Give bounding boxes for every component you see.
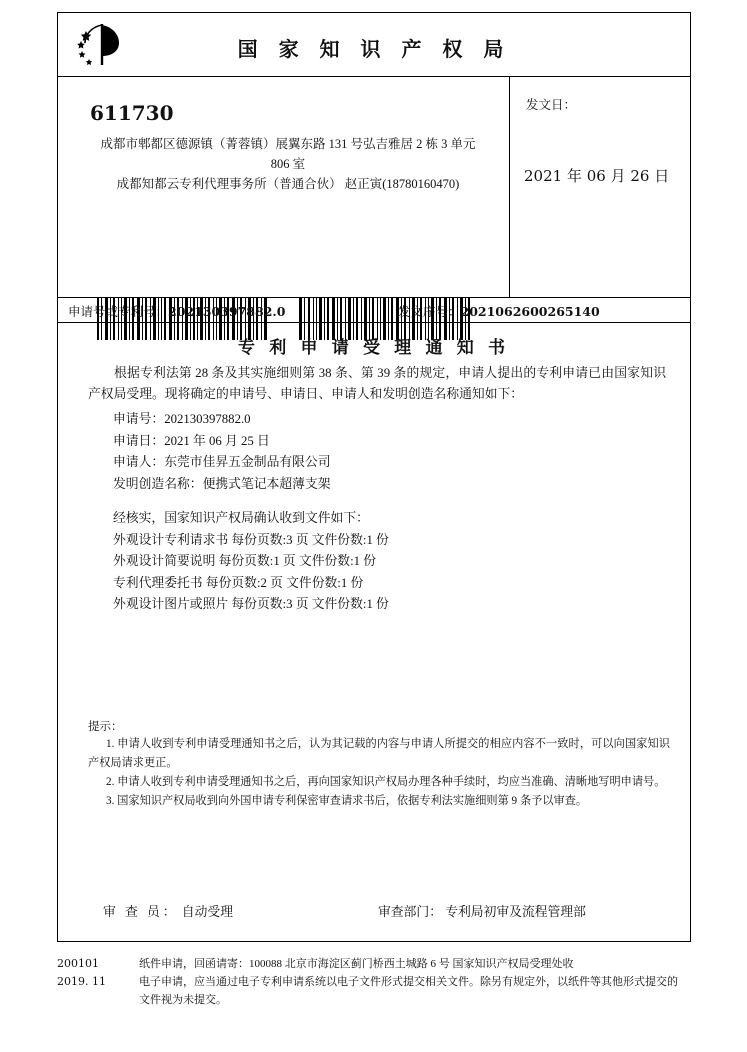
department-label: 审查部门：: [378, 905, 442, 919]
agency-line: 成都知都云专利代理事务所（普通合伙） 赵正寅(18780160470): [116, 177, 460, 191]
received-item: 外观设计图片或照片 每份页数:3 页 文件份数:1 份: [113, 597, 389, 611]
footer-codes: [57, 955, 135, 991]
application-number-value: 202130397882.0: [168, 304, 286, 319]
application-fields: [113, 409, 331, 495]
field-row: [113, 474, 331, 496]
field-label: 申请人：: [113, 455, 165, 469]
address-line-2: 806 室: [270, 157, 306, 171]
examiner-field: [103, 901, 233, 920]
footer-text: [139, 955, 691, 1009]
application-number-label: 申请号或专利号：: [68, 305, 169, 319]
issue-date-label: 发文日：: [526, 98, 577, 112]
notes-list: [88, 735, 670, 811]
notice-title: 专 利 申 请 受 理 通 知 书: [238, 338, 510, 357]
document-number-field: [398, 302, 600, 320]
document-frame: [57, 12, 691, 942]
examiner-value: 自动受理: [181, 905, 233, 919]
postcode: 611730: [90, 101, 174, 125]
footer-line-2: 电子申请，应当通过电子专利申请系统以电子文件形式提交相关文件。除另有规定外，以纸件等其他形式提交的: [139, 976, 678, 988]
issue-date-block: [510, 77, 691, 297]
footer-code-line-1: 200101: [57, 957, 99, 970]
department-field: [378, 901, 586, 920]
field-label: 申请号：: [113, 412, 165, 426]
field-row: [113, 431, 331, 453]
document-header: [58, 13, 690, 77]
note-item: 2. 申请人收到专利申请受理通知书之后，再向国家知识产权局办理各种手续时，均应当准确、清晰地写明申请号。: [106, 776, 666, 788]
field-value: 2021 年 06 月 25 日: [164, 433, 270, 448]
field-row: [113, 409, 331, 431]
footer-line-3: 文件视为未提交。: [139, 994, 227, 1006]
issue-date-value: 2021 年 06 月 26 日: [524, 167, 670, 185]
field-label: 发明创造名称：: [113, 476, 203, 491]
recipient-address: [82, 135, 494, 194]
numbers-row: [58, 297, 690, 323]
recipient-block: [58, 77, 510, 297]
application-number-field: [68, 302, 285, 320]
address-line-1: 成都市郫都区德源镇（菁蓉镇）展翼东路 131 号弘吉雅居 2 栋 3 单元: [100, 137, 476, 151]
received-item: 专利代理委托书 每份页数:2 页 文件份数:1 份: [113, 575, 364, 590]
received-item: 外观设计简要说明 每份页数:1 页 文件份数:1 份: [113, 554, 377, 568]
received-documents: [113, 508, 389, 616]
intro-paragraph: 根据专利法第 28 条及其实施细则第 38 条、第 39 条的规定，申请人提出的专利申请已由国家知识产权局受理。现将确定的申请号、申请日、申请人和发明创造名称通知如下：: [88, 366, 666, 401]
note-item: 1. 申请人收到专利申请受理通知书之后，认为其记载的内容与申请人所提交的相应内容不一致时，可以向国家知识产权局请求更正。: [88, 738, 670, 769]
footer-line-1: 纸件申请，回函请寄：100088 北京市海淀区蓟门桥西土城路 6 号 国家知识产权局受理处收: [139, 958, 574, 970]
page-title: 国 家 知 识 产 权 局: [237, 37, 511, 61]
received-item: 外观设计专利请求书 每份页数:3 页 文件份数:1 份: [113, 532, 389, 547]
footer-code-line-2: 2019. 11: [57, 975, 106, 988]
field-row: [113, 452, 331, 474]
field-value: 202130397882.0: [164, 412, 251, 426]
field-label: 申请日：: [113, 433, 165, 448]
note-item: 3. 国家知识产权局收到向外国申请专利保密审查请求书后，依据专利法实施细则第 9 条予以审查。: [106, 795, 588, 807]
document-number-label: 发文序号：: [398, 305, 461, 319]
document-number-value: 2021062600265140: [460, 304, 600, 319]
field-value: 便携式笔记本超薄支架: [202, 476, 331, 491]
received-title: 经核实，国家知识产权局确认收到文件如下：: [113, 511, 369, 525]
department-value: 专利局初审及流程管理部: [445, 905, 586, 919]
notes-label: 提示：: [88, 721, 123, 733]
field-value: 东莞市佳昇五金制品有限公司: [164, 455, 331, 469]
examiner-label: 审 查 员：: [103, 905, 179, 919]
